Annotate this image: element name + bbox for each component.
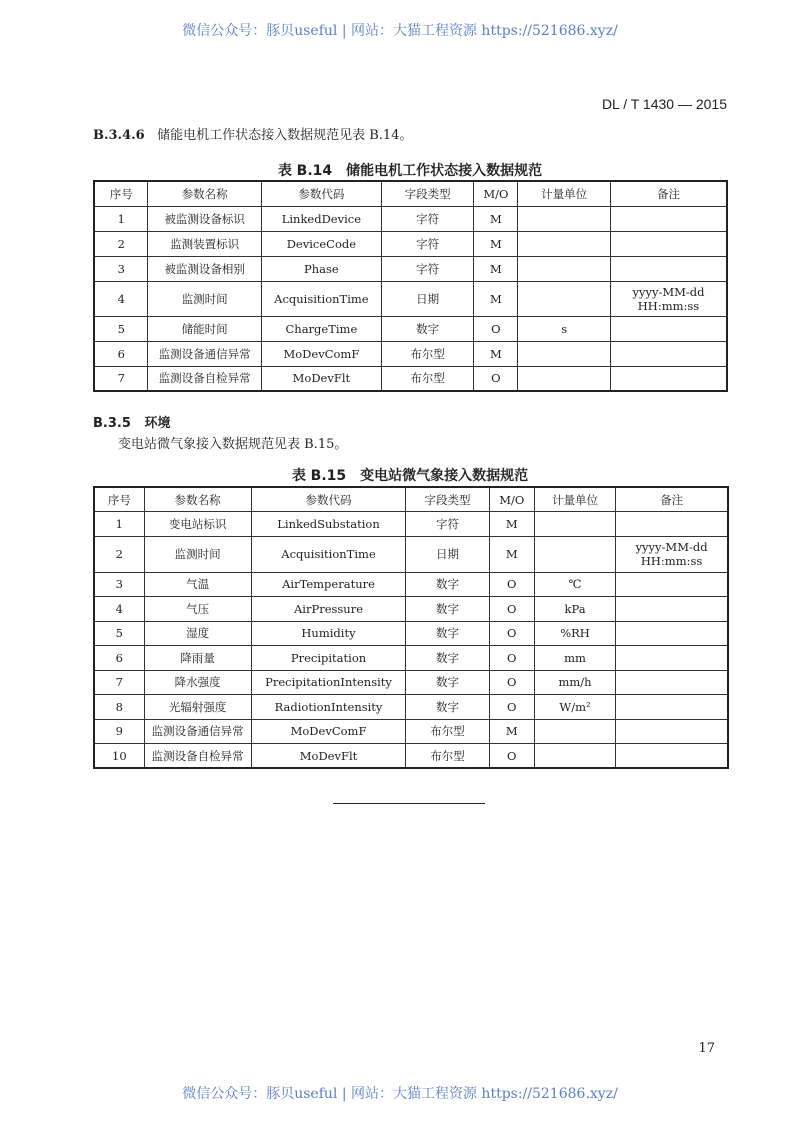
table-cell: 降水强度 <box>144 670 251 695</box>
table-row <box>94 512 728 537</box>
header-cell: 序号 <box>94 487 144 512</box>
table-cell <box>616 621 728 646</box>
table-b15 <box>93 486 729 769</box>
table-row <box>94 719 728 744</box>
table-cell: 湿度 <box>144 621 251 646</box>
table-row <box>94 744 728 769</box>
table-cell: 数字 <box>406 646 489 671</box>
table-header-row <box>94 487 728 512</box>
table-cell: 2 <box>94 536 144 572</box>
table-cell: yyyy-MM-dd HH:mm:ss <box>610 281 727 316</box>
table-cell: 日期 <box>381 281 474 316</box>
table-cell: O <box>474 366 518 391</box>
table-cell <box>518 366 611 391</box>
table-cell: 变电站标识 <box>144 512 251 537</box>
table-cell: O <box>489 744 534 769</box>
watermark-top: 微信公众号：豚贝useful | 网站：大猫工程资源 https://521686.xyz/ <box>182 23 618 39</box>
table-cell: 数字 <box>406 670 489 695</box>
table-cell: MoDevComF <box>261 341 381 366</box>
table-cell: 布尔型 <box>406 744 489 769</box>
table-cell <box>534 536 615 572</box>
table-header-row <box>94 181 727 206</box>
table-b15-caption: 表 B.15 变电站微气象接入数据规范 <box>291 468 529 484</box>
table-cell: RadiotionIntensity <box>251 695 406 720</box>
table-cell: M <box>474 341 518 366</box>
table-cell: O <box>489 646 534 671</box>
table-cell <box>534 512 615 537</box>
table-cell <box>616 646 728 671</box>
table-cell: 监测装置标识 <box>148 231 261 256</box>
table-cell: 3 <box>94 256 148 281</box>
header-cell: 计量单位 <box>518 181 611 206</box>
table-row <box>94 670 728 695</box>
table-cell: 气压 <box>144 597 251 622</box>
table-cell: AirTemperature <box>251 572 406 597</box>
table-b14-caption: 表 B.14 储能电机工作状态接入数据规范 <box>277 163 543 179</box>
header-cell: 参数名称 <box>148 181 261 206</box>
table-cell: AcquisitionTime <box>261 281 381 316</box>
header-cell: 序号 <box>94 181 148 206</box>
table-cell: kPa <box>534 597 615 622</box>
table-cell <box>518 206 611 231</box>
table-cell <box>616 512 728 537</box>
table-row <box>94 597 728 622</box>
table-cell: 字符 <box>381 206 474 231</box>
table-cell: 3 <box>94 572 144 597</box>
header-cell: 备注 <box>616 487 728 512</box>
table-cell: 6 <box>94 646 144 671</box>
table-cell: MoDevComF <box>251 719 406 744</box>
table-cell: AcquisitionTime <box>251 536 406 572</box>
table-cell <box>518 281 611 316</box>
table-cell: 数字 <box>406 695 489 720</box>
table-cell: 7 <box>94 366 148 391</box>
table-cell: 被监测设备标识 <box>148 206 261 231</box>
table-row <box>94 206 727 231</box>
header-cell: M/O <box>474 181 518 206</box>
table-cell: 9 <box>94 719 144 744</box>
table-cell: 8 <box>94 695 144 720</box>
table-cell: 监测设备通信异常 <box>144 719 251 744</box>
table-cell: 10 <box>94 744 144 769</box>
table-cell: 降雨量 <box>144 646 251 671</box>
watermark-bottom: 微信公众号：豚贝useful | 网站：大猫工程资源 https://521686.xyz/ <box>182 1086 618 1102</box>
table-cell: 2 <box>94 231 148 256</box>
table-cell: 监测设备通信异常 <box>148 341 261 366</box>
table-cell: 字符 <box>381 256 474 281</box>
header-cell: 备注 <box>610 181 727 206</box>
table-cell <box>518 256 611 281</box>
table-cell <box>518 231 611 256</box>
table-cell: 数字 <box>406 597 489 622</box>
clause-b346 <box>93 124 412 143</box>
table-cell <box>534 744 615 769</box>
table-cell: 被监测设备相别 <box>148 256 261 281</box>
table-cell: O <box>489 621 534 646</box>
table-cell <box>610 341 727 366</box>
header-cell: 计量单位 <box>534 487 615 512</box>
table-cell: 监测设备自检异常 <box>144 744 251 769</box>
table-cell: 布尔型 <box>381 341 474 366</box>
table-cell: ChargeTime <box>261 316 381 341</box>
table-cell: 4 <box>94 281 148 316</box>
table-cell: 数字 <box>406 572 489 597</box>
table-cell: 字符 <box>381 231 474 256</box>
table-cell <box>616 695 728 720</box>
table-cell: mm/h <box>534 670 615 695</box>
header-cell: 字段类型 <box>381 181 474 206</box>
table-cell <box>616 597 728 622</box>
table-cell: 储能时间 <box>148 316 261 341</box>
table-cell: O <box>474 316 518 341</box>
table-cell <box>534 719 615 744</box>
table-cell: 日期 <box>406 536 489 572</box>
table-cell: 1 <box>94 512 144 537</box>
clause-number: B.3.4.6 <box>93 128 145 143</box>
table-cell: O <box>489 695 534 720</box>
table-cell: 布尔型 <box>406 719 489 744</box>
table-cell: 5 <box>94 316 148 341</box>
table-cell: Humidity <box>251 621 406 646</box>
table-cell: 布尔型 <box>381 366 474 391</box>
table-cell: 4 <box>94 597 144 622</box>
table-cell: 1 <box>94 206 148 231</box>
table-cell: yyyy-MM-dd HH:mm:ss <box>616 536 728 572</box>
table-row <box>94 316 727 341</box>
table-cell: 数字 <box>406 621 489 646</box>
table-cell: 字符 <box>406 512 489 537</box>
table-cell: 5 <box>94 621 144 646</box>
table-cell <box>610 256 727 281</box>
section-text: 变电站微气象接入数据规范见表 B.15。 <box>118 437 348 452</box>
table-cell: Phase <box>261 256 381 281</box>
table-cell: 监测时间 <box>144 536 251 572</box>
table-row <box>94 341 727 366</box>
table-cell <box>610 316 727 341</box>
table-cell: AirPressure <box>251 597 406 622</box>
table-cell: PrecipitationIntensity <box>251 670 406 695</box>
table-row <box>94 256 727 281</box>
table-cell: mm <box>534 646 615 671</box>
table-cell: M <box>474 281 518 316</box>
clause-text: 储能电机工作状态接入数据规范见表 B.14。 <box>157 128 413 143</box>
table-row <box>94 281 727 316</box>
standard-number: DL / T 1430 — 2015 <box>601 96 727 112</box>
table-cell: O <box>489 572 534 597</box>
table-cell <box>616 719 728 744</box>
table-row <box>94 572 728 597</box>
table-cell: M <box>489 719 534 744</box>
table-row <box>94 231 727 256</box>
end-rule <box>333 803 485 804</box>
table-cell: 监测设备自检异常 <box>148 366 261 391</box>
table-cell: MoDevFlt <box>261 366 381 391</box>
table-cell: s <box>518 316 611 341</box>
table-cell: M <box>474 256 518 281</box>
table-cell <box>518 341 611 366</box>
table-cell: DeviceCode <box>261 231 381 256</box>
section-number: B.3.5 <box>93 416 131 431</box>
header-cell: 字段类型 <box>406 487 489 512</box>
table-row <box>94 536 728 572</box>
table-cell <box>610 206 727 231</box>
table-cell: LinkedSubstation <box>251 512 406 537</box>
header-cell: 参数代码 <box>251 487 406 512</box>
table-cell <box>616 572 728 597</box>
table-cell: M <box>489 536 534 572</box>
table-cell: 数字 <box>381 316 474 341</box>
table-row <box>94 646 728 671</box>
header-cell: 参数名称 <box>144 487 251 512</box>
table-cell: O <box>489 670 534 695</box>
table-cell: 气温 <box>144 572 251 597</box>
table-cell: 监测时间 <box>148 281 261 316</box>
table-cell: O <box>489 597 534 622</box>
table-cell <box>616 670 728 695</box>
table-cell: Precipitation <box>251 646 406 671</box>
table-cell: 6 <box>94 341 148 366</box>
table-cell: M <box>489 512 534 537</box>
table-cell: M <box>474 231 518 256</box>
table-cell: MoDevFlt <box>251 744 406 769</box>
table-cell <box>610 366 727 391</box>
table-cell: 7 <box>94 670 144 695</box>
table-cell <box>616 744 728 769</box>
table-row <box>94 366 727 391</box>
header-cell: M/O <box>489 487 534 512</box>
section-title: 环境 <box>144 416 171 431</box>
table-cell: ℃ <box>534 572 615 597</box>
table-cell: W/m² <box>534 695 615 720</box>
table-cell: LinkedDevice <box>261 206 381 231</box>
table-cell: M <box>474 206 518 231</box>
header-cell: 参数代码 <box>261 181 381 206</box>
table-cell: 光辐射强度 <box>144 695 251 720</box>
table-cell <box>610 231 727 256</box>
table-row <box>94 621 728 646</box>
table-b14 <box>93 180 728 392</box>
table-cell: %RH <box>534 621 615 646</box>
table-row <box>94 695 728 720</box>
page-number: 17 <box>698 1041 715 1056</box>
section-b35 <box>93 412 170 431</box>
